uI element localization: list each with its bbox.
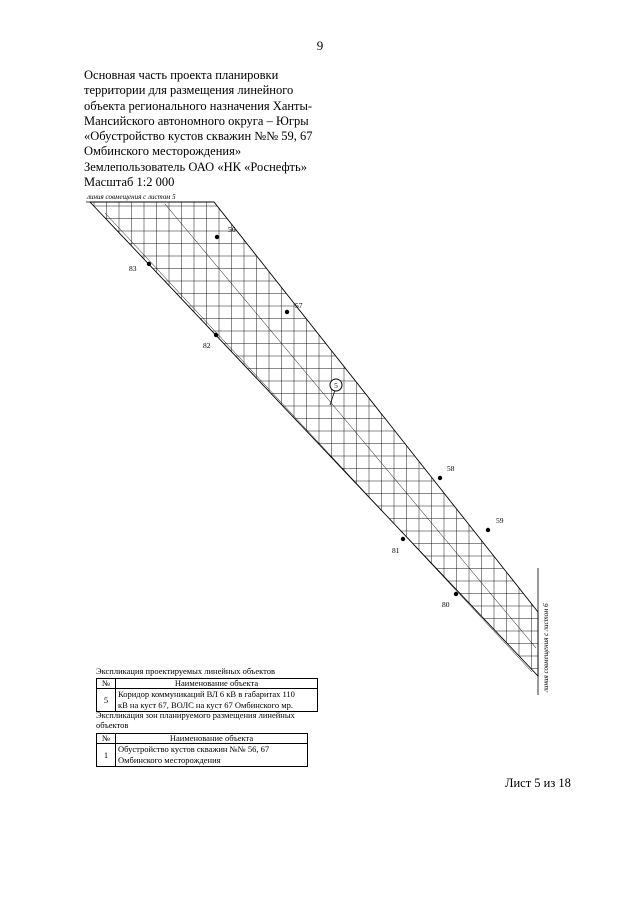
page-number: 9 — [316, 38, 324, 53]
point-81-marker — [401, 537, 405, 541]
col-number-header: № — [97, 734, 116, 744]
point-83-marker — [147, 262, 151, 266]
object-marker-label: 5 — [334, 381, 338, 390]
row-name-line: кВ на куст 67, ВОЛС на куст 67 Омбинского мр. — [118, 700, 293, 710]
point-56-marker — [215, 235, 219, 239]
title-line: Основная часть проекта планировки — [84, 68, 279, 82]
title-line: объекта регионального назначения Ханты- — [84, 98, 313, 113]
col-name-header: Наименование объекта — [116, 734, 308, 744]
col-number-header: № — [97, 679, 116, 689]
row-name — [116, 689, 318, 712]
zones-table — [96, 733, 308, 767]
linear-objects-table — [96, 678, 318, 712]
col-name-header: Наименование объекта — [116, 679, 318, 689]
row-name — [116, 744, 308, 767]
zone-boundary-line — [105, 213, 532, 672]
point-58-marker — [438, 476, 442, 480]
point-57-marker — [285, 310, 289, 314]
match-line-top-label: линия совмещения с листом 5 — [87, 193, 176, 201]
scale-label: Масштаб 1:2 000 — [84, 175, 175, 190]
corridor-axis-line — [165, 204, 536, 648]
point-label-56: 56 — [228, 225, 236, 234]
row-number: 5 — [97, 689, 116, 712]
row-name-line: Омбинского месторождения — [118, 755, 221, 765]
zones-caption-line1: Экспликация зон планируемого размещения линейных — [96, 710, 295, 720]
title-line: Землепользователь ОАО «НК «Роснефть» — [84, 159, 307, 174]
corridor-outline — [90, 202, 538, 676]
title-line: Омбинского месторождения» — [84, 144, 242, 159]
point-label-80: 80 — [442, 600, 450, 609]
point-label-59: 59 — [496, 516, 504, 525]
zones-caption-line2: объектов — [96, 720, 129, 730]
match-line-right-label: линия совмещения с листом 6 — [542, 603, 550, 692]
point-59-marker — [486, 528, 490, 532]
title-line: Мансийского автономного округа – Югры — [84, 113, 309, 128]
point-label-83: 83 — [129, 264, 137, 273]
point-label-58: 58 — [447, 464, 455, 473]
title-line: территории для размещения линейного — [84, 83, 294, 98]
table-row — [97, 744, 308, 767]
row-number: 1 — [97, 744, 116, 767]
point-82-marker — [214, 333, 218, 337]
sheet-footer: Лист 5 из 18 — [505, 776, 571, 790]
title-line: «Обустройство кустов скважин №№ 59, 67 — [84, 129, 313, 144]
row-name-line: Коридор коммуникаций ВЛ 6 кВ в габаритах 110 — [118, 689, 295, 699]
row-name-line: Обустройство кустов скважин №№ 56, 67 — [118, 744, 270, 754]
table-row — [97, 689, 318, 712]
linear-objects-caption: Экспликация проектируемых линейных объектов — [96, 666, 275, 676]
point-label-57: 57 — [295, 301, 303, 310]
point-80-marker — [454, 592, 458, 596]
point-label-82: 82 — [203, 341, 211, 350]
corridor-grid — [80, 195, 545, 690]
point-label-81: 81 — [392, 546, 400, 555]
